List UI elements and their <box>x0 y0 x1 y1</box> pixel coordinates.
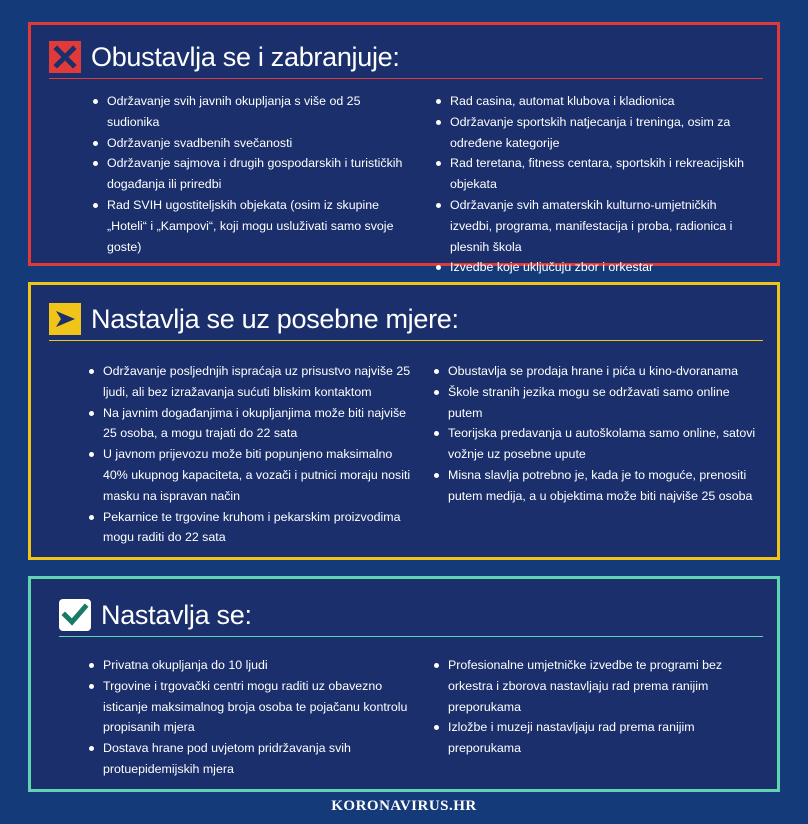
list-item: Škole stranih jezika mogu se održavati samo online putem <box>434 382 757 424</box>
section-columns <box>89 361 757 548</box>
section-special-measures <box>28 282 780 560</box>
source-footer: KORONAVIRUS.HR <box>331 798 477 814</box>
list-item: Održavanje svih javnih okupljanja s više od 25 sudionika <box>93 91 414 133</box>
list-item: Teorijska predavanja u autoškolama samo online, satovi vožnje uz posebne upute <box>434 423 757 465</box>
section-title: Nastavlja se: <box>101 599 252 630</box>
list-item: Misna slavlja potrebno je, kada je to moguće, prenositi putem medija, a u objektima može biti najviše 25 osoba <box>434 465 757 507</box>
section-title: Nastavlja se uz posebne mjere: <box>91 303 459 334</box>
list-item: Izvedbe koje uključuju zbor i orkestar <box>436 257 757 278</box>
list-item: Na javnim događanjima i okupljanjima može biti najviše 25 osoba, a mogu trajati do 22 sata <box>89 403 412 445</box>
arrow-right-icon <box>49 303 81 335</box>
left-column <box>89 655 412 780</box>
list-item: Rad SVIH ugostiteljskih objekata (osim iz skupine „Hoteli“ i „Kampovi“, koji mogu usluživati samo svoje goste) <box>93 195 414 257</box>
section-header <box>49 41 763 79</box>
checkmark-icon <box>59 599 91 631</box>
section-header <box>59 599 763 637</box>
section-continues <box>28 576 780 792</box>
list-item: Rad teretana, fitness centara, sportskih i rekreacijskih objekata <box>436 153 757 195</box>
list-item: Pekarnice te trgovine kruhom i pekarskim proizvodima mogu raditi do 22 sata <box>89 507 412 549</box>
right-column <box>434 361 757 548</box>
list-item: Održavanje sajmova i drugih gospodarskih i turističkih događanja ili priredbi <box>93 153 414 195</box>
list-item: Obustavlja se prodaja hrane i pića u kino-dvoranama <box>434 361 757 382</box>
section-suspended <box>28 22 780 275</box>
list-item: Izložbe i muzeji nastavljaju rad prema ranijim preporukama <box>434 717 757 759</box>
list-item: Privatna okupljanja do 10 ljudi <box>89 655 412 676</box>
left-column <box>89 361 412 548</box>
right-column <box>434 655 757 780</box>
list-item: Dostava hrane pod uvjetom pridržavanja svih protuepidemijskih mjera <box>89 738 412 780</box>
list-item: U javnom prijevozu može biti popunjeno maksimalno 40% ukupnog kapaciteta, a vozači i putnici moraju nositi masku na ispravan način <box>89 444 412 506</box>
list-item: Održavanje svih amaterskih kulturno-umjetničkih izvedbi, programa, manifestacija i proba, radionica i plesnih škola <box>436 195 757 257</box>
list-item: Održavanje sportskih natjecanja i treninga, osim za određene kategorije <box>436 112 757 154</box>
section-columns <box>93 91 757 278</box>
list-item: Rad casina, automat klubova i kladionica <box>436 91 757 112</box>
list-item: Trgovine i trgovački centri mogu raditi uz obavezno isticanje maksimalnog broja osoba te pojačanu kontrolu propisanih mjera <box>89 676 412 738</box>
section-columns <box>89 655 757 780</box>
right-column <box>436 91 757 278</box>
section-header <box>49 303 763 341</box>
x-mark-icon <box>49 41 81 73</box>
list-item: Održavanje posljednjih ispraćaja uz prisustvo najviše 25 ljudi, ali bez izražavanja sućuti bliskim kontaktom <box>89 361 412 403</box>
left-column <box>93 91 414 278</box>
section-title: Obustavlja se i zabranjuje: <box>91 41 400 72</box>
list-item: Održavanje svadbenih svečanosti <box>93 133 414 154</box>
list-item: Profesionalne umjetničke izvedbe te programi bez orkestra i zborova nastavljaju rad prema ranijim preporukama <box>434 655 757 717</box>
